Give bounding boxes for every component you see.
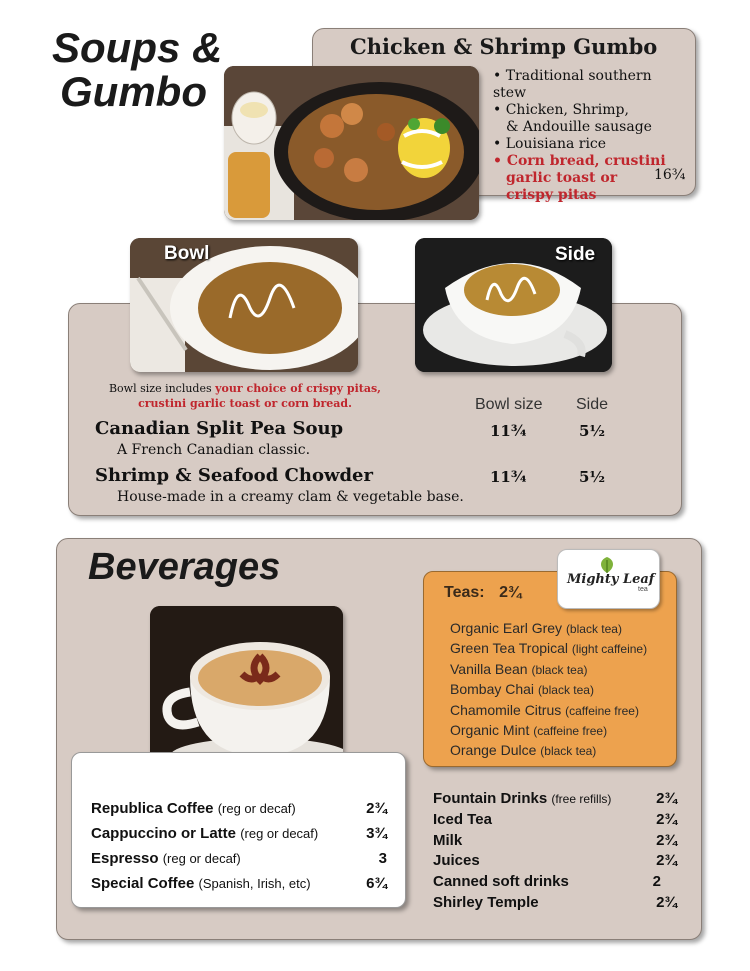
list-item: Organic Mint (caffeine free) bbox=[450, 722, 608, 739]
gumbo-bullet: • Chicken, Shrimp, bbox=[493, 102, 629, 118]
bowl-note-plain: Bowl size includes bbox=[108, 382, 212, 395]
drinks-list bbox=[433, 789, 677, 914]
soup-item-side-price: 5½ bbox=[579, 468, 606, 486]
soups-title-line2: Gumbo bbox=[60, 68, 207, 115]
col-bowl-size: Bowl size bbox=[475, 396, 543, 413]
bowl-note-red: crustini garlic toast or corn bread. bbox=[138, 397, 352, 410]
list-item: Vanilla Bean (black tea) bbox=[450, 660, 588, 677]
list-item: Juices 2¾ bbox=[433, 852, 677, 870]
soup-item-name: Canadian Split Pea Soup bbox=[95, 418, 344, 439]
gumbo-highlight-cont: garlic toast or bbox=[506, 170, 618, 186]
gumbo-bullet-cont: & Andouille sausage bbox=[506, 119, 652, 135]
soup-item-bowl-price: 11¾ bbox=[490, 422, 527, 440]
teas-label: Teas: bbox=[444, 584, 485, 601]
gumbo-bullet: • Louisiana rice bbox=[493, 136, 607, 152]
soup-item-desc: House-made in a creamy clam & vegetable base. bbox=[117, 489, 464, 505]
bowl-note-red: your choice of crispy pitas, bbox=[215, 382, 382, 395]
coffee-list bbox=[91, 796, 387, 896]
teas-heading bbox=[444, 584, 521, 602]
gumbo-highlight-cont: crispy pitas bbox=[506, 187, 597, 203]
list-item: Shirley Temple 2¾ bbox=[433, 893, 677, 911]
soup-item-bowl-price: 11¾ bbox=[490, 468, 527, 486]
list-item: Bombay Chai (black tea) bbox=[450, 681, 594, 698]
gumbo-bullet-highlight: • Corn bread, crustini bbox=[493, 153, 666, 169]
list-item: Green Tea Tropical (light caffeine) bbox=[450, 640, 648, 657]
gumbo-description bbox=[493, 68, 688, 204]
list-item: Chamomile Citrus (caffeine free) bbox=[450, 701, 639, 718]
list-item: Special Coffee (Spanish, Irish, etc) 6¾ bbox=[91, 875, 387, 892]
list-item: Espresso (reg or decaf) 3 bbox=[91, 850, 387, 867]
side-label: Side bbox=[555, 244, 596, 265]
list-item: Organic Earl Grey (black tea) bbox=[450, 620, 622, 636]
gumbo-photo bbox=[224, 66, 479, 220]
list-item: Cappuccino or Latte (reg or decaf) 3¾ bbox=[91, 825, 387, 842]
list-item: Orange Dulce (black tea) bbox=[450, 742, 597, 759]
list-item: Milk 2¾ bbox=[433, 831, 677, 849]
gumbo-title: Chicken & Shrimp Gumbo bbox=[350, 34, 658, 59]
soup-item-side-price: 5½ bbox=[579, 422, 606, 440]
list-item: Republica Coffee (reg or decaf) 2¾ bbox=[91, 800, 387, 817]
bowl-size-note bbox=[100, 381, 390, 411]
logo-sub: tea bbox=[638, 586, 648, 593]
gumbo-price: 16¾ bbox=[654, 167, 686, 183]
col-side: Side bbox=[576, 396, 609, 413]
bowl-label: Bowl bbox=[164, 243, 210, 264]
list-item: Iced Tea 2¾ bbox=[433, 810, 677, 828]
beverages-title: Beverages bbox=[88, 546, 281, 588]
gumbo-bullet: • Traditional southern stew bbox=[493, 68, 652, 101]
logo-text: Mighty Leaf bbox=[567, 572, 655, 587]
soups-title-line1: Soups & bbox=[52, 24, 223, 71]
soup-item-name: Shrimp & Seafood Chowder bbox=[95, 465, 373, 486]
mighty-leaf-logo bbox=[557, 549, 660, 609]
list-item: Fountain Drinks (free refills) 2¾ bbox=[433, 790, 677, 807]
teas-price: 2¾ bbox=[499, 584, 522, 601]
soup-item-desc: A French Canadian classic. bbox=[117, 442, 311, 458]
list-item: Canned soft drinks 2 bbox=[433, 873, 661, 891]
tea-list bbox=[450, 619, 647, 762]
soups-title bbox=[52, 26, 222, 114]
